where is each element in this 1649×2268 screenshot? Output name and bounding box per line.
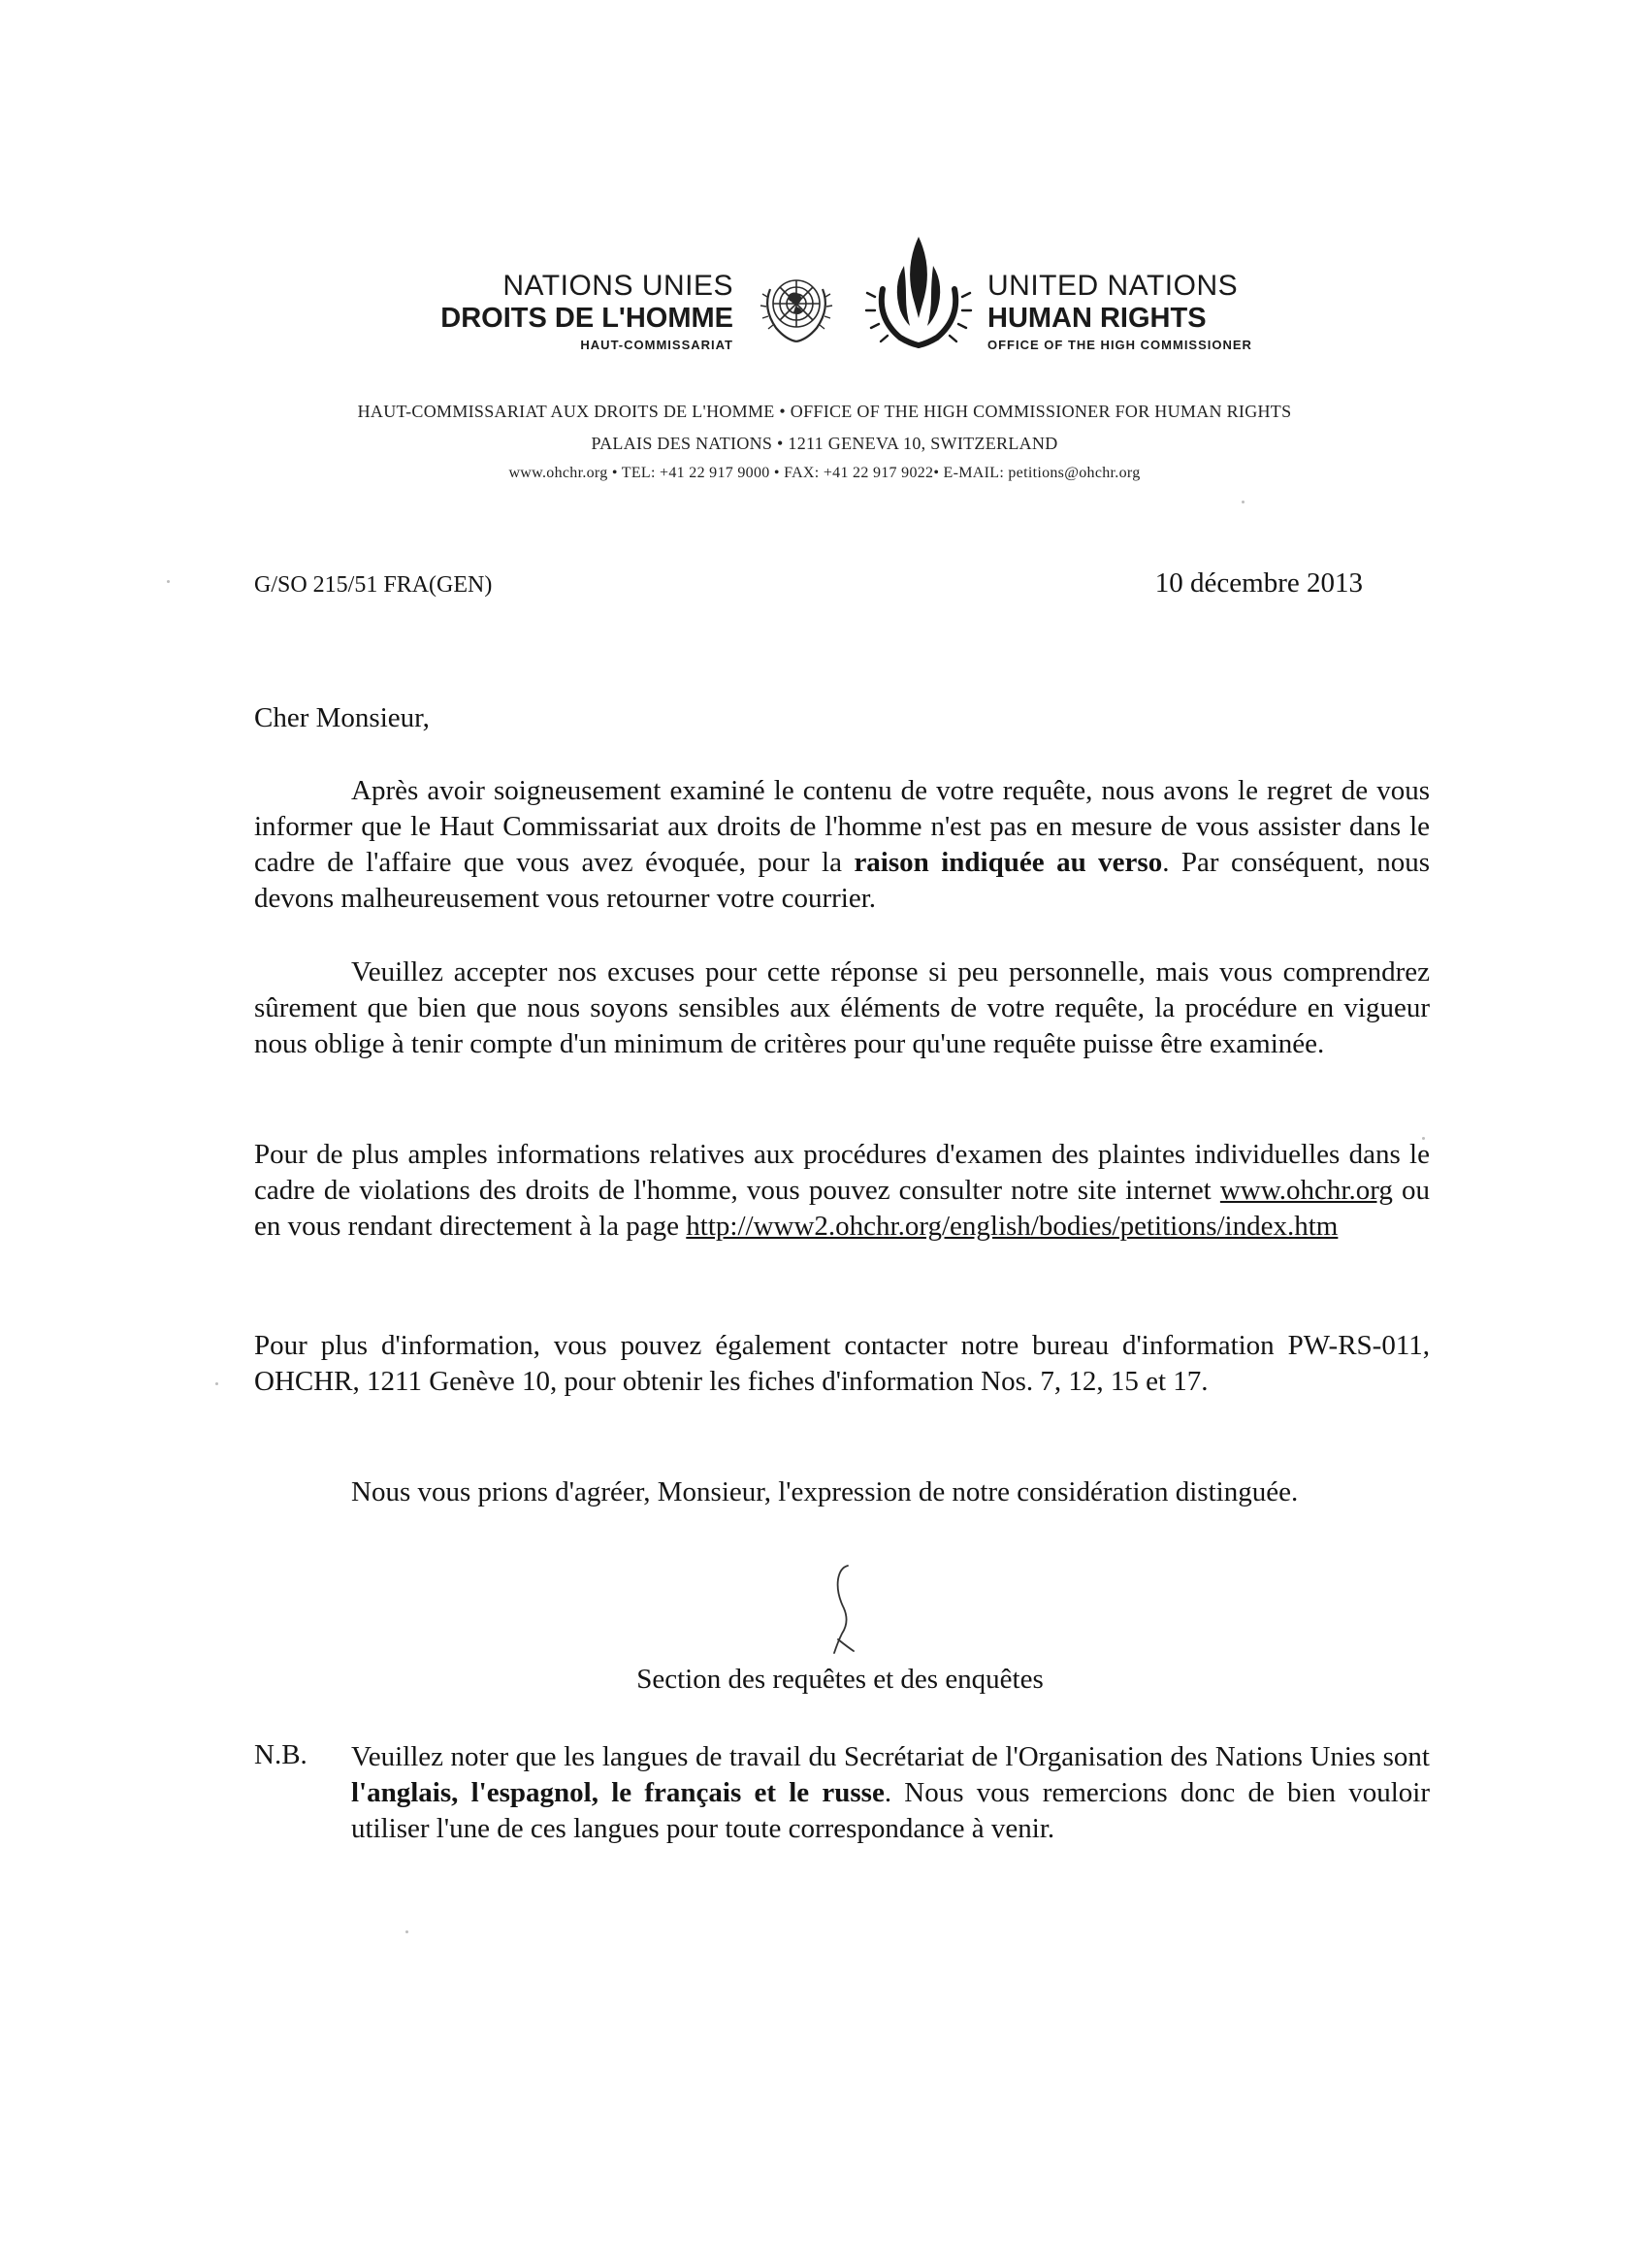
salutation: Cher Monsieur, xyxy=(254,702,430,733)
paragraph-1 xyxy=(254,773,1430,917)
nb-languages-bold: l'anglais, l'espagnol, le français et le russe xyxy=(351,1777,885,1808)
french-office: HAUT-COMMISSARIAT xyxy=(580,338,733,352)
scan-speck xyxy=(405,1930,408,1933)
english-department: HUMAN RIGHTS xyxy=(987,303,1207,334)
french-org-name: NATIONS UNIES xyxy=(502,270,733,302)
address-line-1: HAUT-COMMISSARIAT AUX DROITS DE L'HOMME • OFFICE OF THE HIGH COMMISSIONER FOR HUMAN RIGHTS xyxy=(357,402,1292,421)
scan-speck xyxy=(215,1382,218,1385)
paragraph-3 xyxy=(254,1137,1430,1245)
closing-formula: Nous vous prions d'agréer, Monsieur, l'expression de notre considération distinguée. xyxy=(351,1476,1299,1507)
human-rights-emblem-icon xyxy=(861,233,976,355)
paragraph-3-text-b: ou en vous rendant directement à la page xyxy=(254,1175,1430,1242)
letterhead-french xyxy=(440,270,733,355)
nb-text-b: . Nous vous remercions donc de bien vouloir utiliser l'une de ces langues pour toute correspondance à venir. xyxy=(351,1777,1430,1844)
paragraph-1-text-b: . Par conséquent, nous devons malheureusement vous retourner votre courrier. xyxy=(254,847,1430,914)
paragraph-1-text-a: Après avoir soigneusement examiné le contenu de votre requête, nous avons le regret de vous informer que le Haut Commissariat aux droits de l'homme n'est pas en mesure de vous assister dans le cadre de l'affaire que vous avez évoquée, pour la xyxy=(254,775,1430,878)
ohchr-website-link[interactable]: www.ohchr.org xyxy=(1219,1175,1393,1206)
letterhead-english xyxy=(987,270,1252,355)
un-emblem-icon xyxy=(757,268,836,347)
scan-speck xyxy=(167,580,170,583)
signature-caption xyxy=(0,1664,1649,1696)
paragraph-2: Veuillez accepter nos excuses pour cette réponse si peu personnelle, mais vous comprendrez sûrement que bien que nous soyons sensibles aux éléments de votre requête, la procédure en vigueur nous oblige à tenir compte d'un minimum de critères pour qu'une requête puisse être examinée. xyxy=(254,956,1430,1059)
english-office: OFFICE OF THE HIGH COMMISSIONER xyxy=(987,338,1252,352)
contact-line: www.ohchr.org • TEL: +41 22 917 9000 • FAX: +41 22 917 9022• E-MAIL: petitions@ohchr.org xyxy=(508,465,1141,481)
paragraph-1-bold: raison indiquée au verso xyxy=(854,847,1163,878)
english-org-name: UNITED NATIONS xyxy=(987,270,1239,302)
signature-caption-text: Section des requêtes et des enquêtes xyxy=(636,1664,1044,1695)
letter-date: 10 décembre 2013 xyxy=(1154,567,1363,599)
paragraph-4: Pour plus d'information, vous pouvez également contacter notre bureau d'information PW-RS-011, OHCHR, 1211 Genève 10, pour obtenir les fiches d'information Nos. 7, 12, 15 et 17. xyxy=(254,1330,1430,1397)
handwritten-signature xyxy=(776,1558,892,1665)
nb-label: N.B. xyxy=(254,1739,307,1770)
scan-speck xyxy=(1242,501,1245,503)
reference-number: G/SO 215/51 FRA(GEN) xyxy=(254,572,493,598)
french-department: DROITS DE L'HOMME xyxy=(440,303,733,334)
paragraph-3-text-a: Pour de plus amples informations relatives aux procédures d'examen des plaintes individuelles dans le cadre de violations des droits de l'homme, vous pouvez consulter notre site internet xyxy=(254,1139,1430,1206)
nb-note xyxy=(351,1739,1430,1847)
nb-text-a: Veuillez noter que les langues de travail du Secrétariat de l'Organisation des Nations Unies sont xyxy=(351,1741,1430,1772)
address-line-2: PALAIS DES NATIONS • 1211 GENEVA 10, SWITZERLAND xyxy=(591,434,1058,453)
petitions-page-link[interactable]: http://www2.ohchr.org/english/bodies/petitions/index.htm xyxy=(686,1211,1339,1242)
